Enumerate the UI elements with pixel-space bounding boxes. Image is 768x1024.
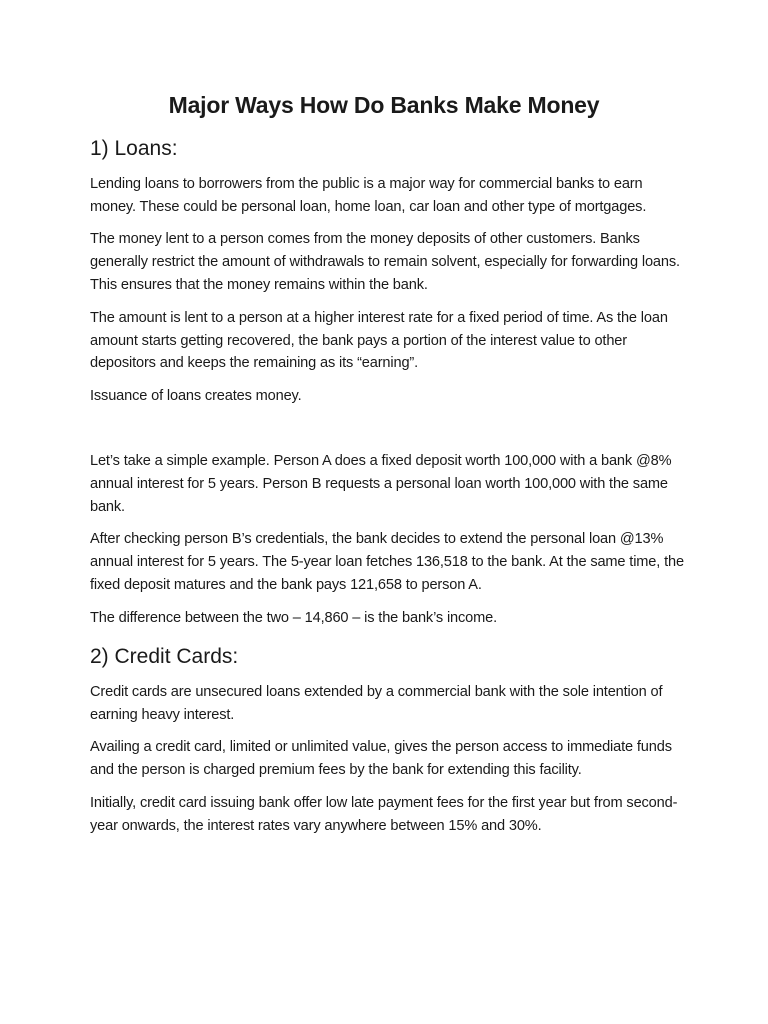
paragraph: The money lent to a person comes from the money deposits of other customers. Banks generally restrict the amount of withdrawals to remain solvent, especially for forwarding loans. This ensures that the money remains within the bank. xyxy=(90,231,680,293)
document-body xyxy=(90,92,690,848)
blank-line xyxy=(90,418,690,450)
paragraph: After checking person B’s credentials, the bank decides to extend the personal loan @13% annual interest for 5 years. The 5-year loan fetches 136,518 to the bank. At the same time, the fixed deposit matures and the bank pays 121,658 to person A. xyxy=(90,531,684,593)
section-heading-loans: 1) Loans: xyxy=(90,136,178,160)
paragraph: The amount is lent to a person at a higher interest rate for a fixed period of time. As the loan amount starts getting recovered, the bank pays a portion of the interest value to other depositors and keeps the remaining as its “earning”. xyxy=(90,309,668,372)
section-loans xyxy=(90,136,690,630)
paragraph: Let’s take a simple example. Person A does a fixed deposit worth 100,000 with a bank @8% annual interest for 5 years. Person B requests a personal loan worth 100,000 with the same bank. xyxy=(90,452,672,515)
section-heading-credit-cards: 2) Credit Cards: xyxy=(90,644,239,668)
paragraph: The difference between the two – 14,860 – is the bank’s income. xyxy=(90,609,498,626)
section-credit-cards xyxy=(90,644,690,838)
document-title: Major Ways How Do Banks Make Money xyxy=(168,92,600,118)
paragraph: Credit cards are unsecured loans extended by a commercial bank with the sole intention of earning heavy interest. xyxy=(90,683,663,723)
paragraph: Lending loans to borrowers from the public is a major way for commercial banks to earn money. These could be personal loan, home loan, car loan and other type of mortgages. xyxy=(90,175,647,215)
paragraph: Initially, credit card issuing bank offer low late payment fees for the first year but from second-year onwards, the interest rates vary anywhere between 15% and 30%. xyxy=(90,794,678,834)
paragraph: Availing a credit card, limited or unlimited value, gives the person access to immediate funds and the person is charged premium fees by the bank for extending this facility. xyxy=(90,739,672,779)
paragraph: Issuance of loans creates money. xyxy=(90,388,302,405)
